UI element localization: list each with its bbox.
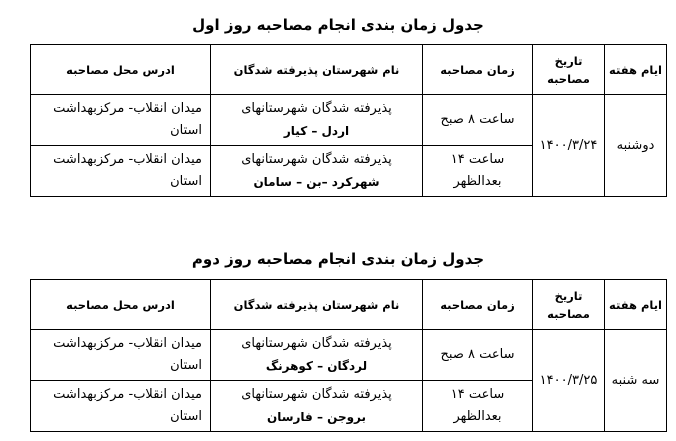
table-header-row <box>31 280 667 330</box>
day2-title: جدول زمان بندی انجام مصاحبه روز دوم <box>191 250 485 268</box>
header-date: تاریخ مصاحبه <box>533 280 605 330</box>
city-line: پذیرفته شدگان شهرستانهای <box>241 152 392 167</box>
city-cell <box>211 95 423 146</box>
time-cell: ساعت ۸ صبح <box>423 330 533 381</box>
city-cell <box>211 146 423 197</box>
city-cell <box>211 381 423 432</box>
header-address: ادرس محل مصاحبه <box>31 45 211 95</box>
day2-schedule-table <box>30 279 667 432</box>
weekday-cell: دوشنبه <box>605 95 667 197</box>
address-cell: میدان انقلاب- مرکزبهداشت استان <box>31 381 211 432</box>
header-weekday: ایام هفته <box>605 280 667 330</box>
date-cell: ۱۴۰۰/۳/۲۵ <box>533 330 605 432</box>
header-weekday: ایام هفته <box>605 45 667 95</box>
city-line: پذیرفته شدگان شهرستانهای <box>241 387 392 402</box>
header-address: ادرس محل مصاحبه <box>31 280 211 330</box>
city-names: اردل – کیار <box>283 124 350 138</box>
time-cell: ساعت ۱۴ بعدالظهر <box>423 146 533 197</box>
header-city: نام شهرستان پذیرفته شدگان <box>211 280 423 330</box>
city-names: شهرکرد –بن – سامان <box>253 175 380 189</box>
city-names: بروجن – فارسان <box>266 410 367 424</box>
table-row <box>31 330 667 381</box>
time-cell: ساعت ۸ صبح <box>423 95 533 146</box>
date-cell: ۱۴۰۰/۳/۲۴ <box>533 95 605 197</box>
city-names: لردگان – کوهرنگ <box>265 359 368 373</box>
table-row <box>31 95 667 146</box>
address-cell: میدان انقلاب- مرکزبهداشت استان <box>31 330 211 381</box>
day1-schedule-table <box>30 44 667 197</box>
city-line: پذیرفته شدگان شهرستانهای <box>241 101 392 116</box>
header-time: زمان مصاحبه <box>423 45 533 95</box>
header-date: تاریخ مصاحبه <box>533 45 605 95</box>
table-header-row <box>31 45 667 95</box>
address-cell: میدان انقلاب- مرکزبهداشت استان <box>31 146 211 197</box>
city-cell <box>211 330 423 381</box>
weekday-cell: سه شنبه <box>605 330 667 432</box>
header-city: نام شهرستان پذیرفته شدگان <box>211 45 423 95</box>
time-cell: ساعت ۱۴ بعدالظهر <box>423 381 533 432</box>
city-line: پذیرفته شدگان شهرستانهای <box>241 336 392 351</box>
address-cell: میدان انقلاب- مرکزبهداشت استان <box>31 95 211 146</box>
header-time: زمان مصاحبه <box>423 280 533 330</box>
day1-title: جدول زمان بندی انجام مصاحبه روز اول <box>192 16 484 34</box>
